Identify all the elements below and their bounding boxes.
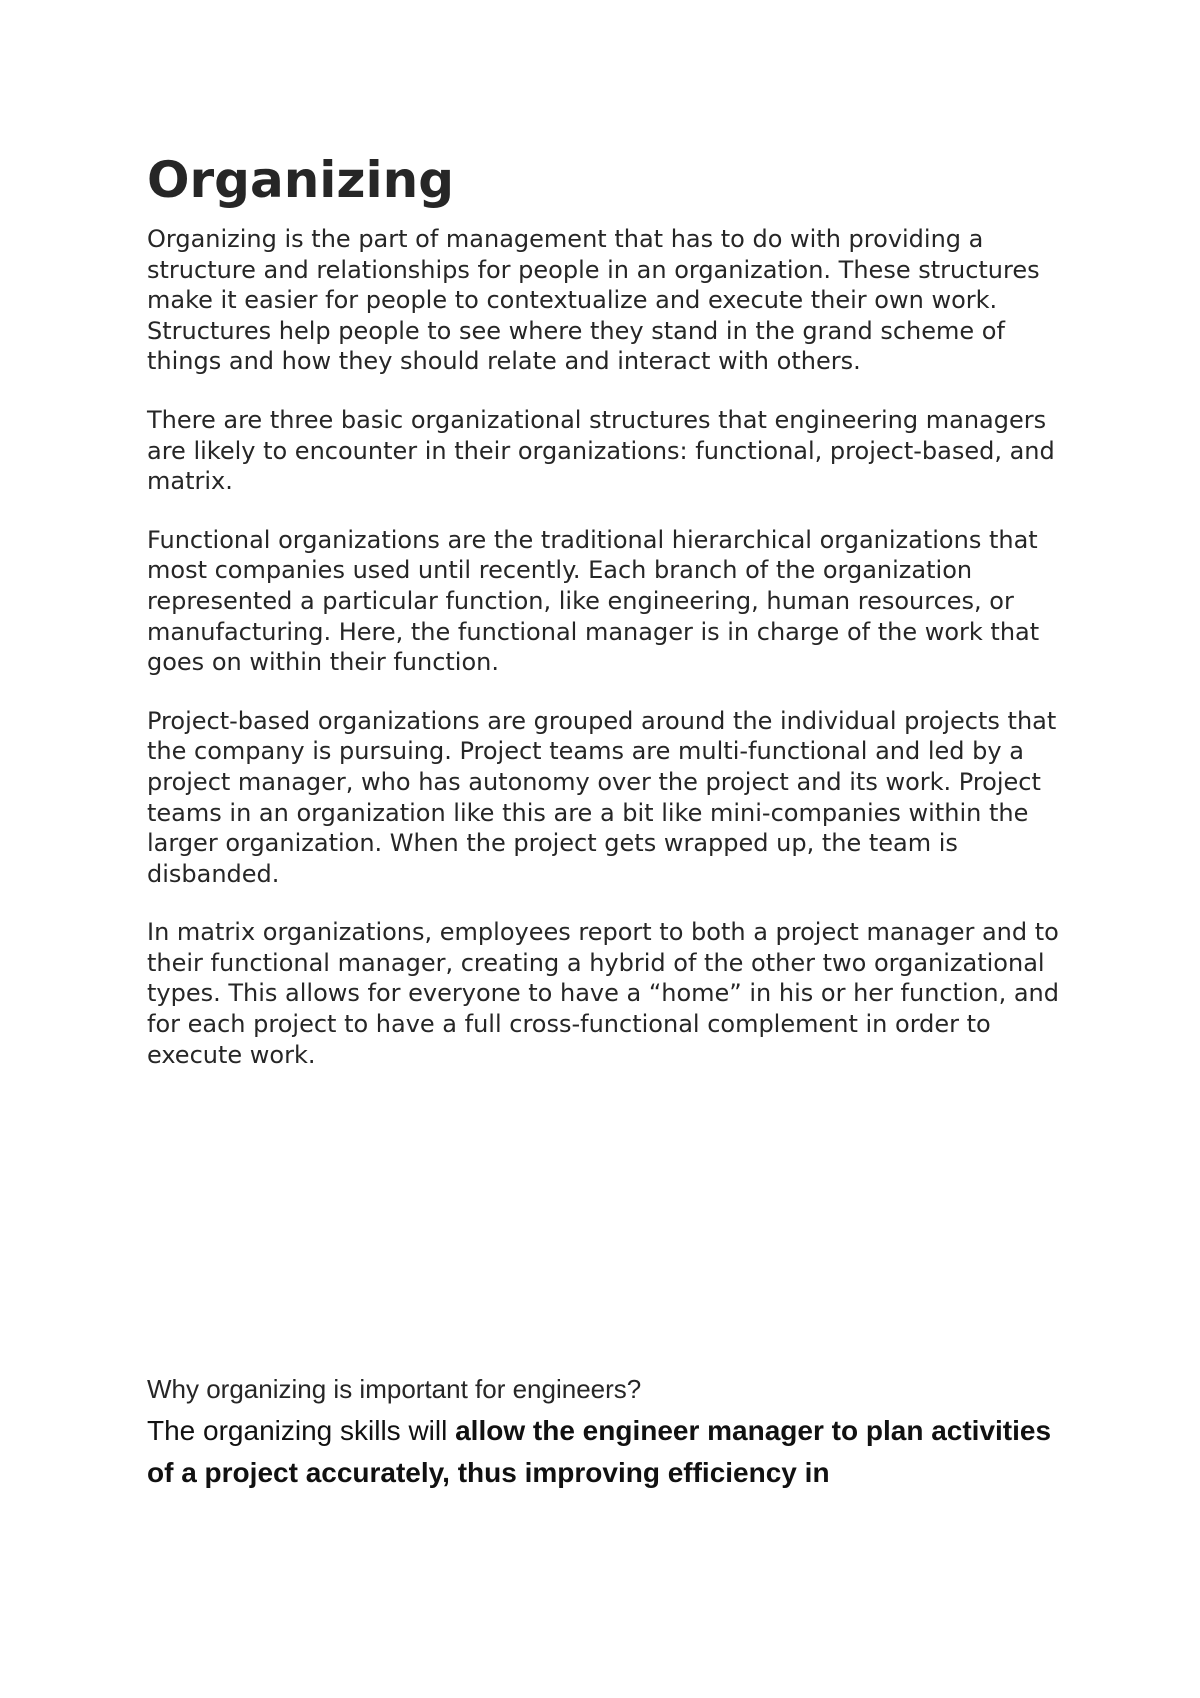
document-title: Organizing	[147, 151, 455, 209]
paragraph-functional: Functional organizations are the traditional hierarchical organizations that most companies used until recently. Each branch of the organization represented a particular function, like engineering, human resources, or manufacturing. Here, the functional manager is in charge of the work that goes on within their function.	[147, 525, 1040, 677]
document-body	[147, 150, 1077, 1098]
answer-text	[147, 1410, 1077, 1494]
answer-plain-text: The organizing skills will	[147, 1415, 456, 1446]
paragraph-project-based: Project-based organizations are grouped around the individual projects that the company is pursuing. Project teams are multi-functional and led by a project manager, who has autonomy over the project and its work. Project teams in an organization like this are a bit like mini-companies within the larger organization. When the project gets wrapped up, the team is disbanded.	[147, 706, 1057, 888]
paragraph-matrix: In matrix organizations, employees report to both a project manager and to their functional manager, creating a hybrid of the other two organizational types. This allows for everyone to have a “home” in his or her function, and for each project to have a full cross-functional complement in order to execute work.	[147, 918, 1059, 1069]
answer-bold-text: allow the engineer manager to plan activities of a project accurately, thus improving efficiency in	[147, 1415, 1052, 1488]
question-heading: Why organizing is important for engineers?	[147, 1374, 642, 1404]
paragraph-structures: There are three basic organizational structures that engineering managers are likely to encounter in their organizations: functional, project-based, and matrix.	[147, 405, 1055, 496]
paragraph-intro: Organizing is the part of management that has to do with providing a structure and relationships for people in an organization. These structures make it easier for people to contextualize and execute their own work. Structures help people to see where they stand in the grand scheme of things and how they should relate and interact with others.	[147, 225, 1040, 376]
